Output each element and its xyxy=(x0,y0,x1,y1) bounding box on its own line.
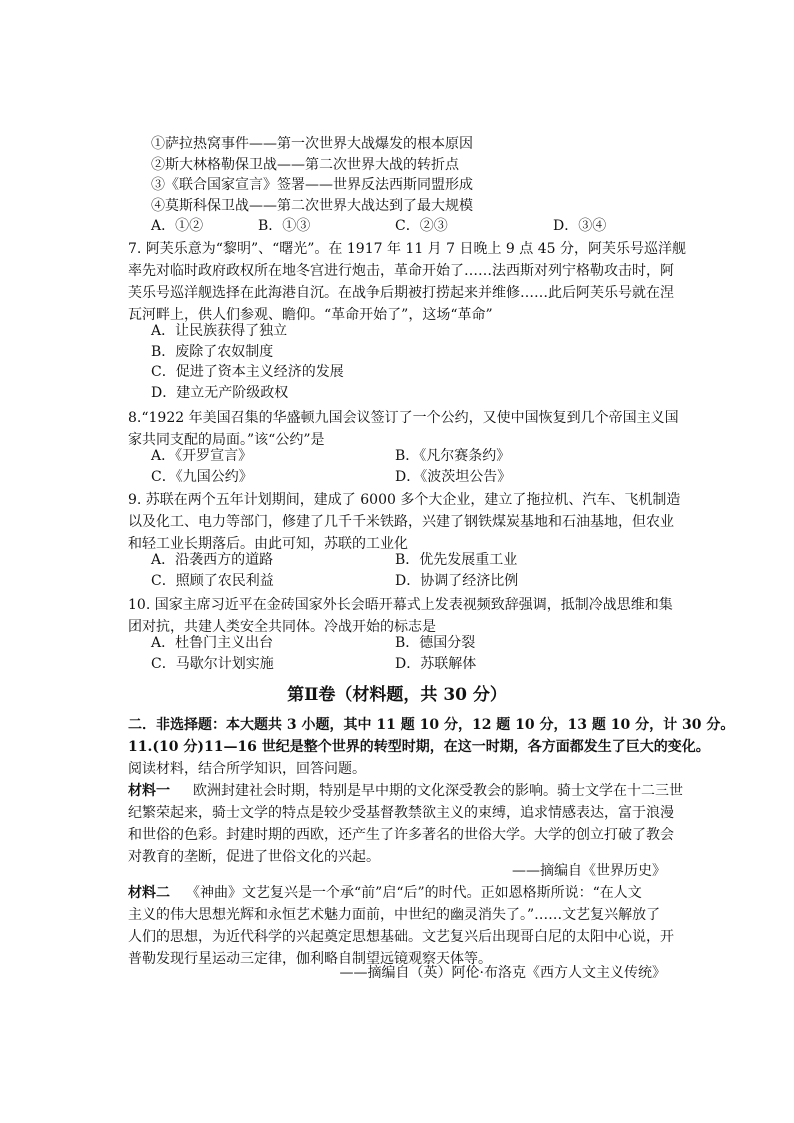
q7-option-a: A．让民族获得了独立 xyxy=(151,323,288,339)
q8-option-c: C．《九国公约》 xyxy=(151,469,253,485)
q8-option-d: D．《波茨坦公告》 xyxy=(395,469,512,485)
q10-option-c: C．马歇尔计划实施 xyxy=(151,656,274,672)
q9-line-2: 以及化工、电力等部门，修建了几千千米铁路，兴建了钢铁煤炭基地和石油基地，但农业 xyxy=(128,514,674,530)
q7-option-d: D．建立无产阶级政权 xyxy=(151,385,289,401)
material-1-label: 材料一 xyxy=(128,783,170,799)
q7-line-1: 7. 阿芙乐意为“黎明”、“曙光”。在 1917 年 11 月 7 日晚上 9 点 45 分，阿芙乐号巡洋舰 xyxy=(128,241,687,257)
material-1-line-4: 对教育的垄断，促进了世俗文化的兴起。 xyxy=(128,849,380,865)
q9-option-b: B．优先发展重工业 xyxy=(395,552,518,568)
q11-prompt: 阅读材料，结合所学知识，回答问题。 xyxy=(128,761,366,777)
material-2-line-2: 主义的伟大思想光辉和永恒艺术魅力面前，中世纪的幽灵消失了。”……文艺复兴解放了 xyxy=(128,907,661,923)
q7-line-3: 芙乐号巡洋舰选择在此海港自沉。在战争后期被打捞起来并维修……此后阿芙乐号就在涅 xyxy=(128,285,674,301)
q9-option-a: A．沿袭西方的道路 xyxy=(151,552,274,568)
q6-item-4: ④莫斯科保卫战——第二次世界大战达到了最大规模 xyxy=(151,198,473,214)
material-1-line-1: 欧洲封建社会时期，特别是早中期的文化深受教会的影响。骑士文学在十二三世 xyxy=(193,783,683,799)
q7-option-b: B．废除了农奴制度 xyxy=(151,344,274,360)
q6-option-c: C．②③ xyxy=(395,218,448,234)
q10-option-b: B．德国分裂 xyxy=(395,635,476,651)
q7-option-c: C．促进了资本主义经济的发展 xyxy=(151,364,344,380)
q10-option-a: A．杜鲁门主义出台 xyxy=(151,635,274,651)
q8-line-1: 8.“1922 年美国召集的华盛顿九国会议签订了一个公约，又使中国恢复到几个帝国主义国 xyxy=(128,410,679,426)
q6-option-d: D．③④ xyxy=(553,218,607,234)
material-2-label: 材料二 xyxy=(128,885,170,901)
q10-line-1: 10. 国家主席习近平在金砖国家外长会晤开幕式上发表视频致辞强调，抵制冷战思维和集 xyxy=(128,597,673,613)
q11-heading: 11.(10 分)11—16 世纪是整个世界的转型时期，在这一时期，各方面都发生了巨大的变化。 xyxy=(128,739,710,755)
q7-line-2: 率先对临时政府政权所在地冬宫进行炮击，革命开始了……法西斯对列宁格勒攻击时，阿 xyxy=(128,263,674,279)
q6-option-a: A．①② xyxy=(151,218,204,234)
material-2-source: ——摘编自（英）阿伦·布洛克《西方人文主义传统》 xyxy=(339,965,666,981)
q6-item-2: ②斯大林格勒保卫战——第二次世界大战的转折点 xyxy=(151,157,459,173)
part2-title: 第Ⅱ卷（材料题，共 30 分） xyxy=(287,685,507,705)
q6-item-3: ③《联合国家宣言》签署——世界反法西斯同盟形成 xyxy=(151,177,473,193)
material-1-source: ——摘编自《世界历史》 xyxy=(512,863,666,879)
q6-option-b: B．①③ xyxy=(258,218,311,234)
q9-option-c: C．照顾了农民利益 xyxy=(151,573,274,589)
q6-item-1: ①萨拉热窝事件——第一次世界大战爆发的根本原因 xyxy=(151,136,473,152)
material-2-line-4: 普勒发现行星运动三定律，伽利略自制望远镜观察天体等。 xyxy=(128,951,492,967)
part2-instruction: 二．非选择题：本大题共 3 小题，其中 11 题 10 分，12 题 10 分，13 题 10 分，计 30 分。 xyxy=(128,717,735,733)
q9-line-3: 和轻工业长期落后。由此可知，苏联的工业化 xyxy=(128,536,408,552)
material-2-line-3: 人们的思想，为近代科学的兴起奠定思想基础。文艺复兴后出现哥白尼的太阳中心说，开 xyxy=(128,929,674,945)
q9-option-d: D．协调了经济比例 xyxy=(395,573,519,589)
material-2-line-1: 《神曲》文艺复兴是一个承“前”启“后”的时代。正如恩格斯所说：“在人文 xyxy=(186,885,642,901)
q8-option-b: B．《凡尔赛条约》 xyxy=(395,448,511,464)
material-1-line-2: 纪繁荣起来，骑士文学的特点是较少受基督教禁欲主义的束缚，追求情感表达，富于浪漫 xyxy=(128,805,674,821)
q10-option-d: D．苏联解体 xyxy=(395,656,477,672)
q8-line-2: 家共同支配的局面。”该“公约”是 xyxy=(128,432,325,448)
q7-line-4: 瓦河畔上，供人们参观、瞻仰。“革命开始了”，这场“革命” xyxy=(128,307,493,323)
material-1-line-3: 和世俗的色彩。封建时期的西欧，还产生了许多著名的世俗大学。大学的创立打破了教会 xyxy=(128,827,674,843)
q9-line-1: 9. 苏联在两个五年计划期间，建成了 6000 多个大企业，建立了拖拉机、汽车、飞机制造 xyxy=(128,492,681,508)
q10-line-2: 团对抗，共建人类安全共同体。冷战开始的标志是 xyxy=(128,619,436,635)
q8-option-a: A．《开罗宣言》 xyxy=(151,448,253,464)
